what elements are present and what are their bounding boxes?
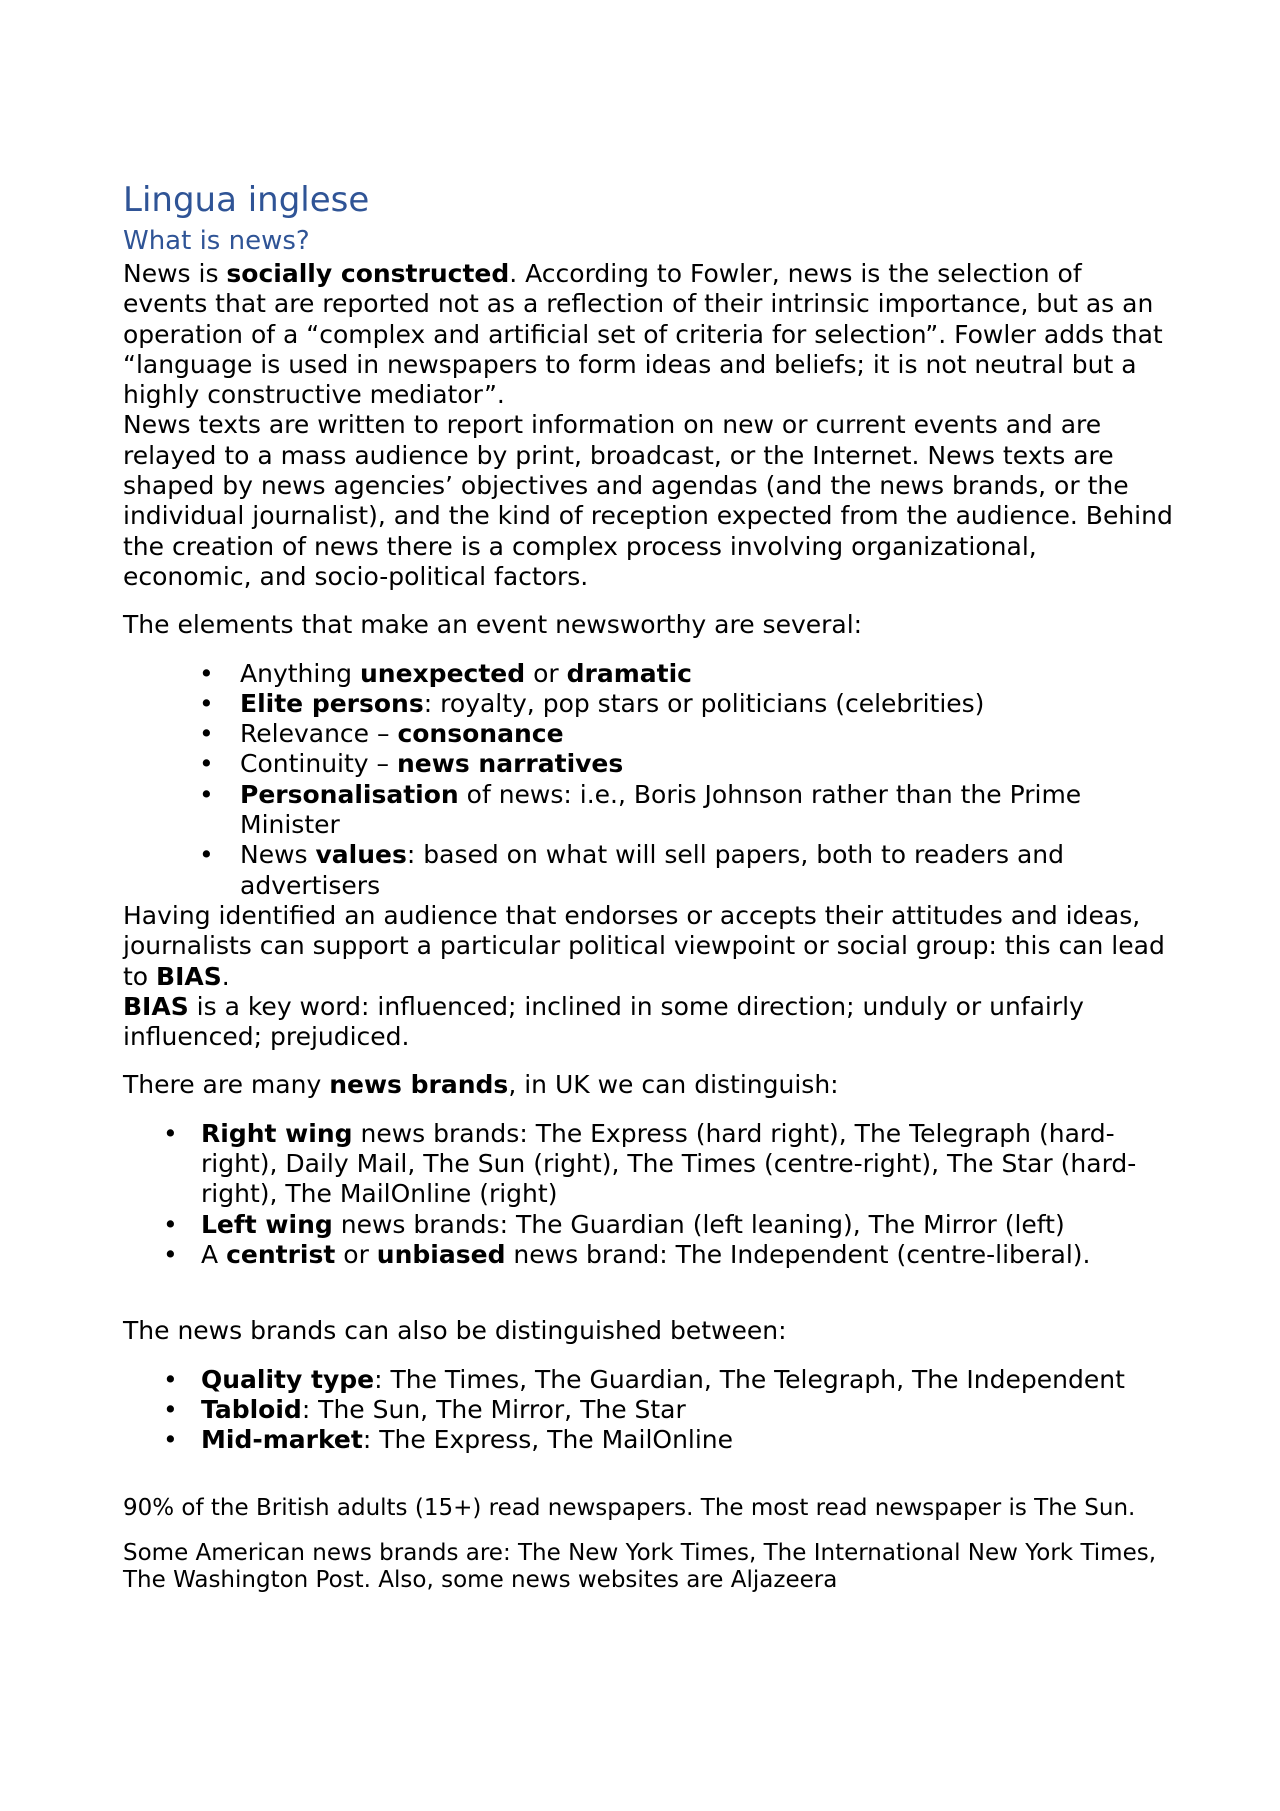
document-body [123,177,1173,1594]
list-item: • Personalisation of news: i.e., Boris Johnson rather than the Prime Minister [123,780,1173,841]
paragraph-distinguished-between: The news brands can also be distinguished between: [123,1316,787,1346]
news-brands-list [123,1119,1173,1270]
section-heading: What is news? [123,226,310,256]
newsworthy-list [123,659,1173,901]
list-item: • Quality type: The Times, The Guardian, The Telegraph, The Independent [123,1365,1173,1395]
text-run: News is [123,259,227,288]
list-item: • Relevance – consonance [123,719,1173,749]
document-title: Lingua inglese [123,180,370,220]
paragraph-socially-constructed [123,259,1173,410]
paragraph-news-brands-intro: There are many news brands, in UK we can distinguish: [123,1070,839,1100]
list-item: • Right wing news brands: The Express (hard right), The Telegraph (hard-right), Daily Mail, The Sun (right), The Times (centre-right), The Star (hard-right), The MailOnline (right) [123,1119,1173,1210]
list-item: • Left wing news brands: The Guardian (left leaning), The Mirror (left) [123,1210,1173,1240]
paragraph-american-brands: Some American news brands are: The New York Times, The International New York Times, The Washington Post. Also, some news websites are Aljazeera [123,1540,1157,1594]
paragraph-bias-intro: Having identified an audience that endorses or accepts their attitudes and ideas, journalists can support a particular political viewpoint or social group: this can lead to BIAS. [123,900,1165,991]
paragraph-readership-stat: 90% of the British adults (15+) read newspapers. The most read newspaper is The Sun. [123,1495,1136,1522]
list-item: • Anything unexpected or dramatic [123,659,1173,689]
list-item: • Elite persons: royalty, pop stars or politicians (celebrities) [123,689,1173,719]
list-item: • A centrist or unbiased news brand: The Independent (centre-liberal). [123,1240,1173,1270]
paragraph-newsworthy-intro: The elements that make an event newsworthy are several: [123,610,863,640]
list-item: • News values: based on what will sell papers, both to readers and advertisers [123,840,1173,901]
brand-types-list [123,1365,1173,1456]
paragraph-news-texts: News texts are written to report information on new or current events and are relayed to a mass audience by print, broadcast, or the Internet. News texts are shaped by news agencies’ objectives and agendas (and the news brands, or the individual journalist), and the kind of reception expected from the audience. Behind the creation of news there is a complex process involving organizational, economic, and socio-political factors. [123,410,1173,591]
list-item: • Continuity – news narratives [123,749,1173,779]
list-item: • Mid-market: The Express, The MailOnline [123,1425,1173,1455]
text-run: . According to Fowler, news is the selection of events that are reported not as a reflection of their intrinsic importance, but as an operation of a “complex and artificial set of criteria for selection”. Fowler adds that “language is used in newspapers to form ideas and beliefs; it is not neutral but a highly constructive mediator”. [123,259,1163,410]
paragraph-bias-definition: BIAS is a key word: influenced; inclined in some direction; unduly or unfairly influenced; prejudiced. [123,991,1084,1052]
bold-run: socially constructed [226,259,510,288]
list-item: • Tabloid: The Sun, The Mirror, The Star [123,1395,1173,1425]
